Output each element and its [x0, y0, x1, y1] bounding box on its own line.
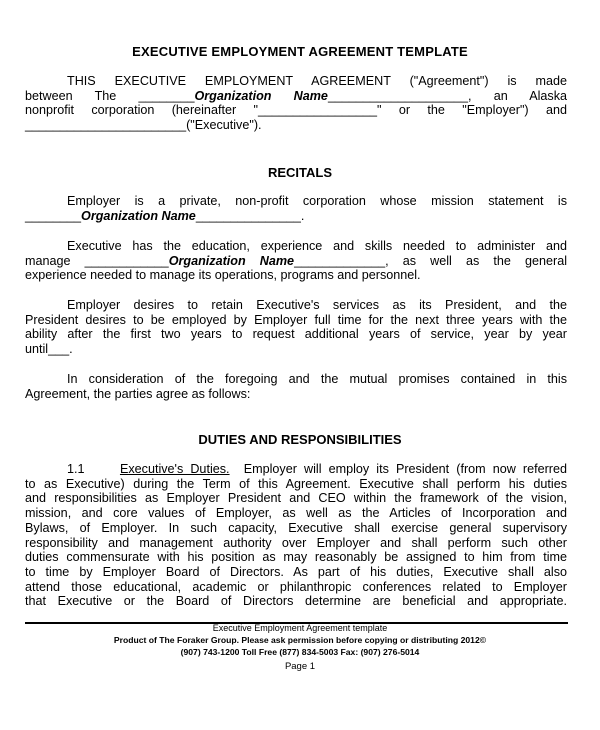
recitals-paragraph-2: [25, 239, 567, 283]
blank-field: _______________.: [195, 208, 305, 223]
paragraph-line: and responsibilities as Employer President and CEO within the framework of the vision,: [25, 491, 567, 506]
paragraph-line: President desires to be employed by Employer full time for the next three years with the: [25, 312, 567, 327]
paragraph-line: responsibility and management authority over Employer and shall perform such other: [25, 535, 567, 550]
intro-line: nonprofit corporation (hereinafter "_________________" or the "Employer") and: [25, 103, 567, 118]
footer-copyright: Product of The Foraker Group. Please ask permission before copying or distributing 2012©: [113, 635, 487, 645]
paragraph-line: Employer desires to retain Executive's services as its President, and the: [67, 298, 567, 312]
paragraph-line: [25, 462, 567, 477]
recitals-paragraph-1: [25, 194, 567, 223]
recitals-paragraph-4: [25, 372, 567, 401]
organization-name-placeholder: Organization Name: [194, 88, 328, 103]
paragraph-text: Employer will employ its President (from now referred: [243, 462, 568, 476]
organization-name-placeholder: Organization Name: [81, 208, 196, 223]
section-subtitle: Executive's Duties.: [119, 462, 230, 476]
document-title: EXECUTIVE EMPLOYMENT AGREEMENT TEMPLATE: [132, 44, 468, 59]
paragraph-line: until___.: [25, 342, 73, 357]
paragraph-line: to time by Employer Board of Directors. As part of his duties, Executive shall also: [25, 564, 567, 579]
paragraph-line: ability after the first two years to request additional years of service, year by year: [25, 327, 567, 342]
recitals-paragraph-3: [25, 298, 567, 357]
paragraph-line: duties commensurate with his position as may reasonably be assigned to him from time: [25, 550, 567, 565]
paragraph-line: Bylaws, of Employer. In such capacity, Executive shall exercise general supervisory: [25, 520, 567, 535]
blank-field: ________: [25, 208, 82, 223]
recitals-heading: RECITALS: [267, 165, 333, 180]
paragraph-line: to as Executive) during the Term of this Agreement. Executive shall perform his duties: [25, 476, 567, 491]
paragraph-line: Employer is a private, non-profit corporation whose mission statement is: [67, 194, 567, 208]
paragraph-text: _____________, as well as the general: [294, 253, 568, 268]
intro-line: _______________________("Executive").: [25, 118, 262, 133]
paragraph-line: that Executive or the Board of Directors determine are beneficial and appropriate.: [25, 594, 567, 609]
blank-field: between The ________: [25, 88, 195, 103]
organization-name-placeholder: Organization Name: [168, 253, 295, 268]
paragraph-line: Executive has the education, experience and skills needed to administer and: [67, 239, 567, 253]
section-number: 1.1: [67, 462, 85, 476]
duties-section-1-1: [25, 462, 567, 609]
paragraph-text: manage ____________: [25, 253, 169, 268]
paragraph-line: In consideration of the foregoing and the mutual promises contained in this: [67, 372, 567, 386]
paragraph-line: [25, 254, 567, 269]
intro-paragraph: [25, 74, 567, 133]
intro-text: ____________________, an Alaska: [327, 88, 567, 103]
paragraph-line: attend those educational, academic or philanthropic conferences related to Employer: [25, 579, 567, 594]
paragraph-line: [25, 209, 567, 224]
footer-template-name: Executive Employment Agreement template: [212, 623, 388, 633]
footer-contact: (907) 743-1200 Toll Free (877) 834-5003 Fax: (907) 276-5014: [180, 647, 420, 657]
paragraph-line: experience needed to manage its operations, programs and personnel.: [25, 268, 421, 283]
paragraph-line: Agreement, the parties agree as follows:: [25, 386, 251, 401]
page-number: Page 1: [284, 661, 316, 672]
intro-line: [25, 89, 567, 104]
paragraph-line: mission, and core values of Employer, as well as the Articles of Incorporation and: [25, 506, 567, 521]
intro-line: THIS EXECUTIVE EMPLOYMENT AGREEMENT ("Agreement") is made: [67, 74, 567, 88]
duties-heading: DUTIES AND RESPONSIBILITIES: [198, 432, 402, 447]
